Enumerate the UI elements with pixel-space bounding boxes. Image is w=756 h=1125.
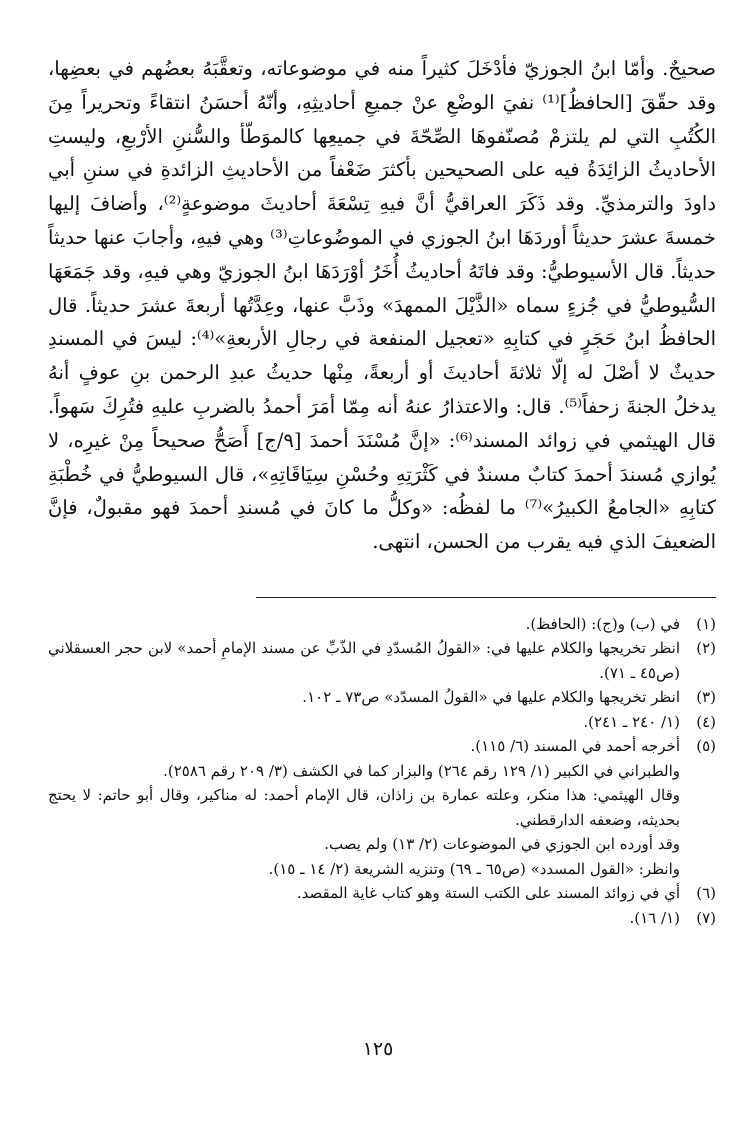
footnote-text (48, 612, 680, 637)
footnote-text (48, 636, 680, 685)
footnote-number: (٣) (696, 688, 716, 707)
footnote-number: (٧) (696, 908, 716, 927)
footnote-text (48, 881, 680, 906)
footnote-line: (١/ ١٦). (629, 908, 680, 927)
footnote-line: وانظر: «القول المسدد» (ص٦٥ ـ ٦٩) وتنزيه الشريعة (٢/ ١٤ ـ ١٥). (268, 859, 680, 878)
footnote-text (48, 906, 680, 931)
footnote-text (48, 734, 680, 881)
footnote-6 (48, 881, 716, 906)
footnote-number: (٦) (696, 884, 716, 903)
footnote-4 (48, 710, 716, 735)
footnote-number: (٢) (696, 639, 716, 658)
page-number: ١٢٥ (362, 1038, 394, 1060)
footnote-5 (48, 734, 716, 881)
footnote-line: انظر تخريجها والكلام عليها في «القولُ المسدّد» ص٧٣ ـ ١٠٢. (302, 688, 680, 707)
footnote-line: أي في زوائد المسند على الكتب الستة وهو كتاب غاية المقصد. (296, 884, 680, 903)
footnote-2 (48, 636, 716, 685)
footnote-number: (١) (696, 614, 716, 633)
footnote-text (48, 710, 680, 735)
footnote-text (48, 685, 680, 710)
footnote-3 (48, 685, 716, 710)
footnote-line: وقال الهيثمي: هذا منكر، وعلته عمارة بن زاذان، قال الإمام أحمد: له مناكير، وقال أبو حاتم: لا يحتج بحديثه، وضعفه الدارقطني. (48, 786, 680, 829)
footnote-number: (٤) (696, 712, 716, 731)
footnotes (48, 612, 716, 931)
footnote-7 (48, 906, 716, 931)
main-text: صحيحٌ. وأمّا ابنُ الجوزيّ فأدْخَلَ كثيراً منه في موضوعاته، وتعقَّبَهُ بعضُهم في بعضِها، وقد حقّقَ [الحافظُ]⁽¹⁾ نفيَ الوضْعِ عنْ جميعِ أحاديثِهِ، وأنّهُ أحسَنُ انتقاءً وتحريراً مِنَ الكُتُبِ التي لم يلتزمْ مُصنّفوهَا الصِّحّةَ في جميعِها كالموَطّأ والسُّننِ الأرْبعِ، وليستِ الأحاديثُ الزائِدَةُ فيه على الصحيحين بأكثرَ ضَعْفاً من الأحاديثِ الزائدةِ في سننِ أبي داودَ والترمذيِّ. وقد ذَكَرَ العراقيُّ أنَّ فيهِ تِسْعَةَ أحاديثَ موضوعةٍ⁽²⁾، وأضافَ إليها خمسةَ عشرَ حديثاً أوردَهَا ابنُ الجوزي في الموضُوعاتِ⁽³⁾ وهي فيهِ، وأجابَ عنها حديثاً حديثاً. قال الأسيوطيُّ: وقد فاتَهُ أحاديثُ أُخَرُ أوْرَدَهَا ابنُ الجوزيّ وهي فيهِ، وقد جَمَعَهَا السُّيوطيُّ في جُزءٍ سماه «الذَّيْلَ الممهدَ» وذَبَّ عنها، وعِدَّتُها أربعةَ عشرَ حديثاً. قال الحافظُ ابنُ حَجَرٍ في كتابِهِ «تعجيل المنفعة في رجالِ الأربعةِ»⁽⁴⁾: ليسَ في المسندِ حديثٌ لا أصْلَ له إلّا ثلاثةَ أحاديثَ أو أربعةً، مِنْها حديثُ عبدِ الرحمن بنِ عوفٍ أنهُ يدخلُ الجنةَ زحفاً⁽⁵⁾. قال: والاعتذارُ عنهُ أنه مِمّا أمَرَ أحمدُ بالضربِ عليهِ فتُرِكَ سَهواً. قال الهيثمي في زوائد المسند⁽⁶⁾: «إنَّ مُسْنَدَ أحمدَ [٩/ج] أَصَحُّ صحيحاً مِنْ غيرِه، لا يُوازي مُسندَ أحمدَ كتابٌ مسندٌ في كَثْرَتِهِ وحُسْنِ سِيَاقَاتِهِ»، قال السيوطيُّ في خُطْبَةِ كتابِهِ «الجامعُ الكبيرُ»⁽⁷⁾ ما لفظُه: «وكلُّ ما كانَ في مُسندِ أحمدَ فهو مقبولٌ، فإنَّ الضعيفَ الذي فيه يقرب من الحسن، انتهى. (48, 57, 717, 554)
footnote-line: في (ب) و(ج): (الحافظ). (525, 614, 680, 633)
footnote-line: وقد أورده ابن الجوزي في الموضوعات (٢/ ١٣) ولم يصب. (324, 835, 680, 854)
footnote-number: (٥) (696, 737, 716, 756)
footnote-line: والطبراني في الكبير (١/ ١٢٩ رقم ٢٦٤) والبزار كما في الكشف (٣/ ٢٠٩ رقم ٢٥٨٦). (163, 761, 680, 780)
footnote-1 (48, 612, 716, 637)
footnote-line: أخرجه أحمد في المسند (٦/ ١١٥). (470, 737, 680, 756)
footnote-line: انظر تخريجها والكلام عليها في: «القولُ المُسدّدِ في الذّبِّ عن مسند الإمامِ أحمد» لابن حجر العسقلاني (ص٤٥ ـ ٧١). (48, 639, 680, 682)
footnote-line: (١/ ٢٤٠ ـ ٢٤١). (583, 712, 680, 731)
footnote-divider (256, 597, 716, 598)
